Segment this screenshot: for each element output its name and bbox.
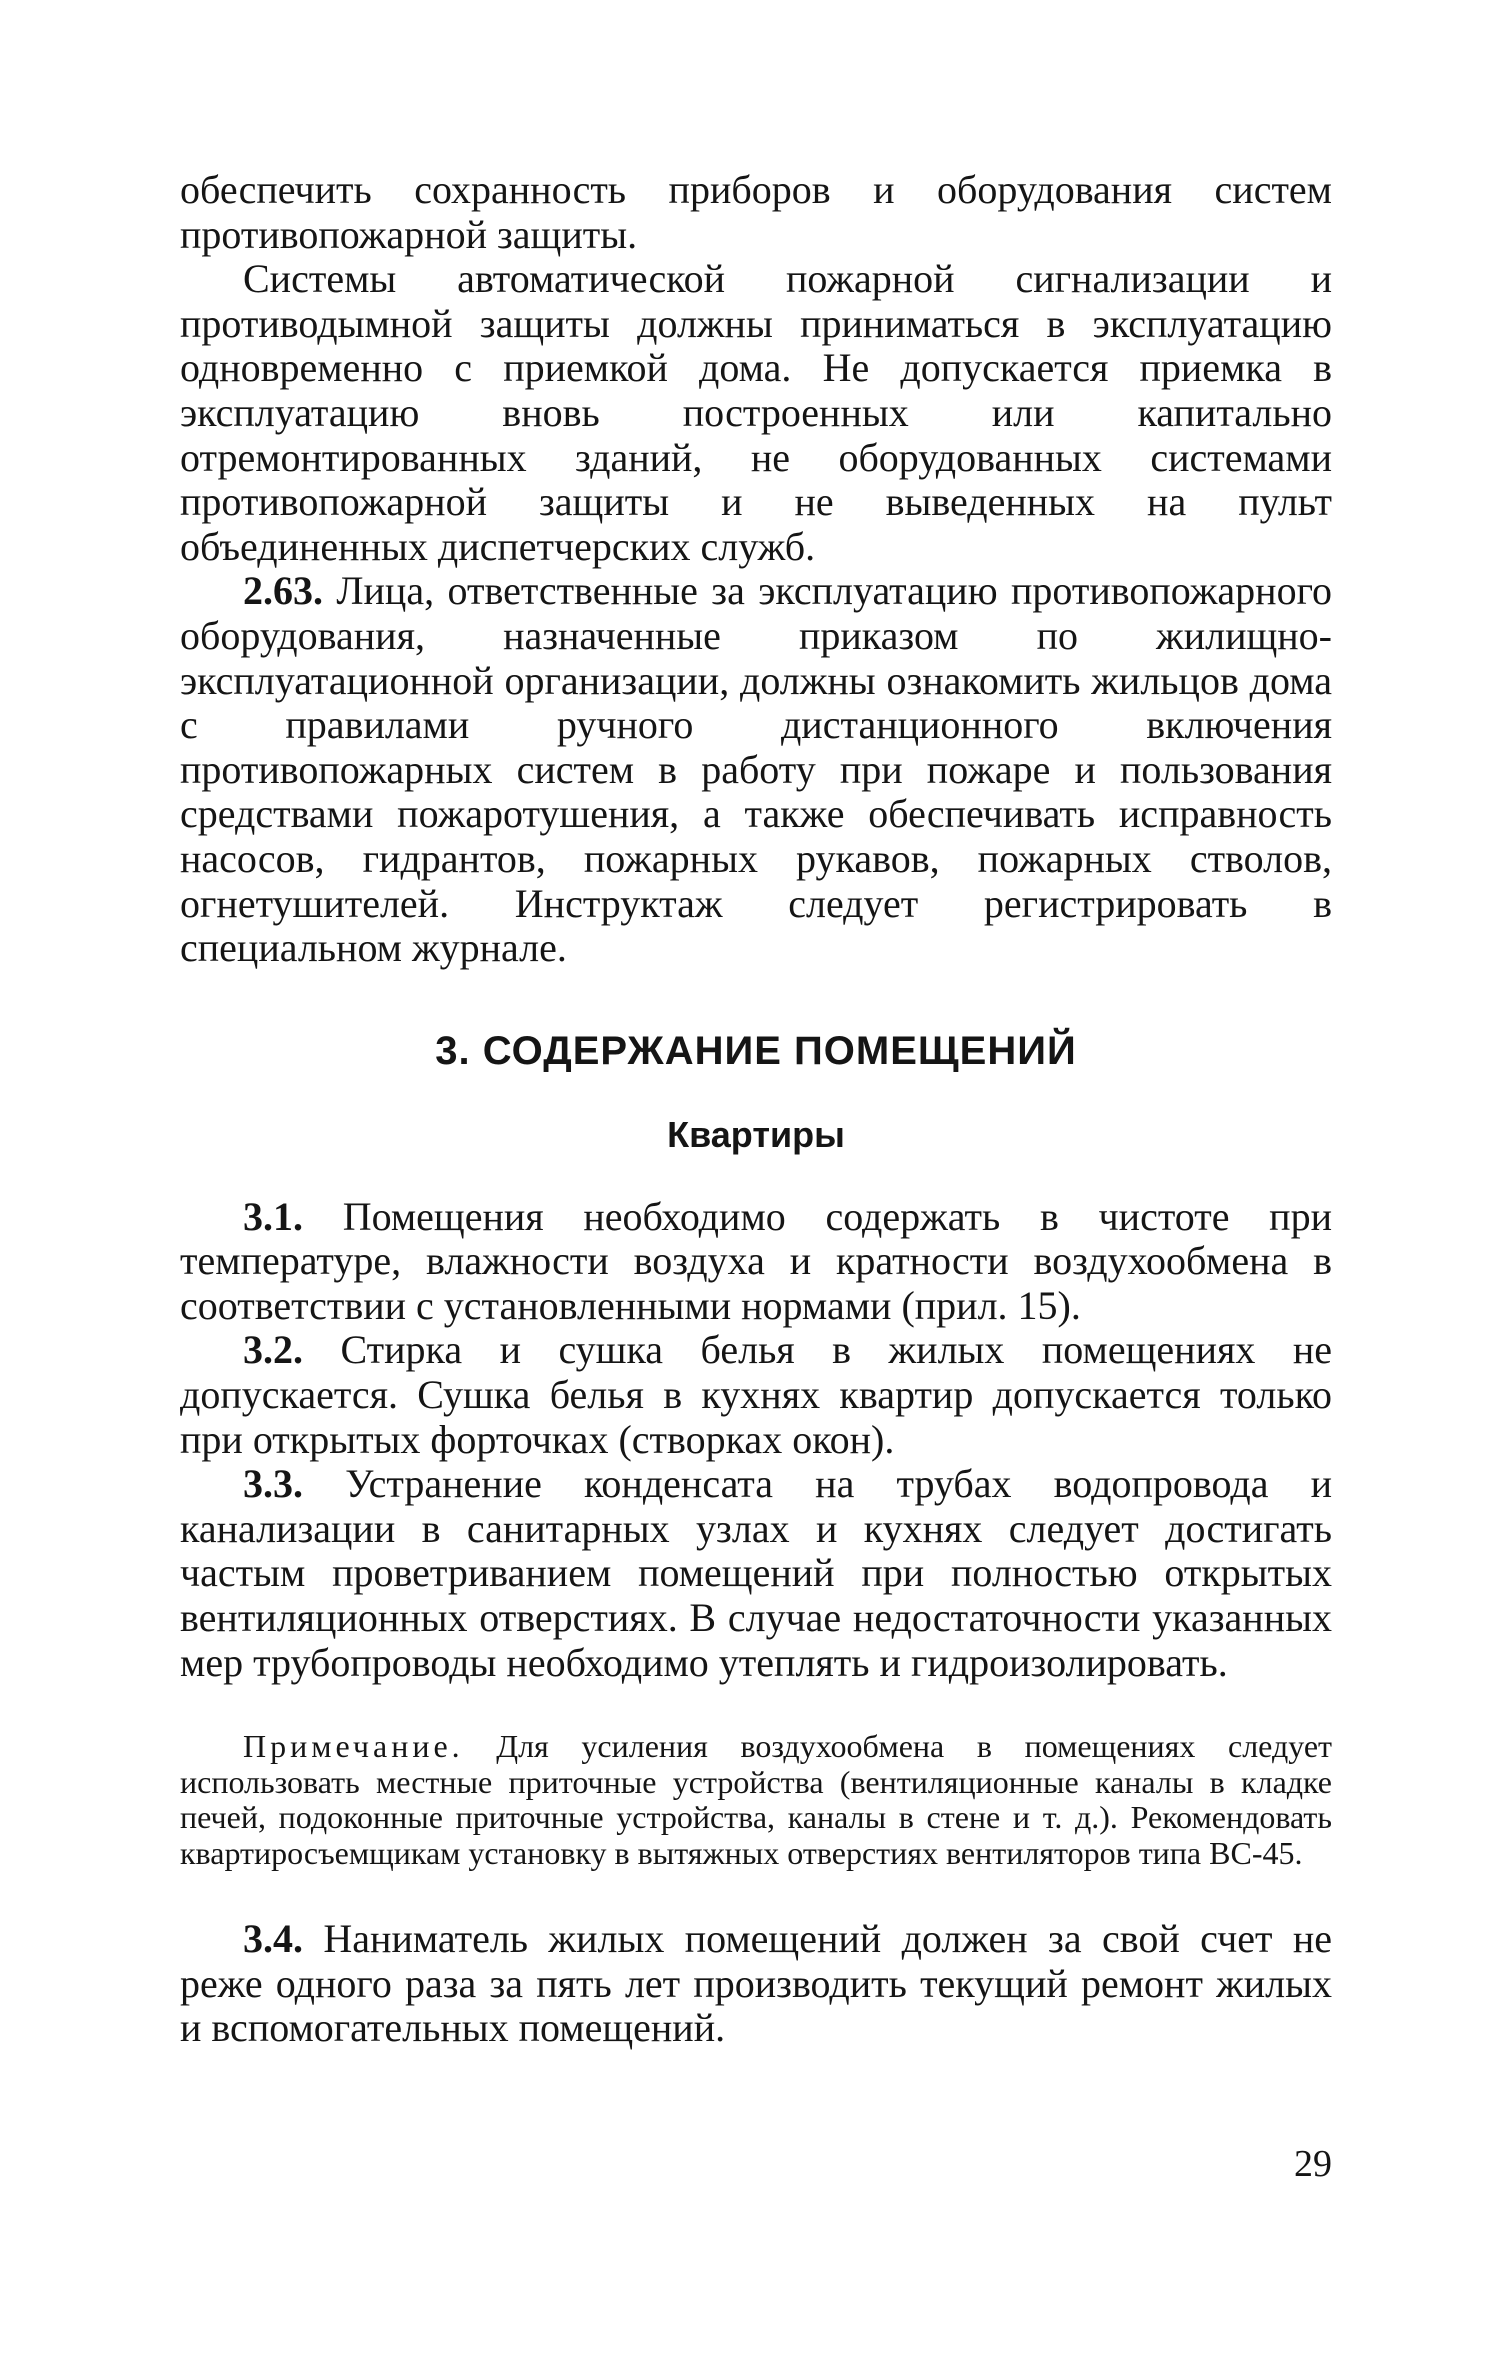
clause-number: 2.63. xyxy=(243,568,323,614)
section-title: 3. СОДЕРЖАНИЕ ПОМЕЩЕНИЙ xyxy=(435,1028,1077,1073)
note-text: Для усиления воздухообмена в помещениях следует использовать местные приточные устройства (вентиляционные каналы в кладке печей, подоконные приточные устройства, каналы в стене и т. д.). Рекомендовать квартиросъемщикам установку в вытяжных отверстиях вентиляторов типа ВС-45. xyxy=(180,1728,1332,1871)
clause-number: 3.1. xyxy=(243,1193,303,1239)
clause-text: Наниматель жилых помещений должен за свой счет не реже одного раза за пять лет производить текущий ремонт жилых и вспомогательных помещений. xyxy=(180,1916,1332,2051)
clause-number: 3.2. xyxy=(243,1327,303,1373)
clause-number: 3.4. xyxy=(243,1916,303,1962)
clause-number: 3.3. xyxy=(243,1461,303,1507)
clause-text: Помещения необходимо содержать в чистоте при температуре, влажности воздуха и кратности воздухообмена в соответствии с установленными нормами (прил. 15). xyxy=(180,1193,1332,1328)
clause-text: Лица, ответственные за эксплуатацию противопожарного оборудования, назначенные приказом по жилищно-эксплуатационной организации, должны ознакомить жильцов дома с правилами ручного дистанционного включения противопожарных систем в работу при пожаре и пользования средствами пожаротушения, а также обеспечивать исправность насосов, гидрантов, пожарных рукавов, пожарных стволов, огнетушителей. Инструктаж следует регистрировать в специальном журнале. xyxy=(180,568,1332,971)
paragraph-3-3 xyxy=(180,1462,1332,1685)
document-page xyxy=(180,168,1332,2051)
paragraph-3-1 xyxy=(180,1195,1332,1329)
note-paragraph xyxy=(180,1729,1332,1871)
page-number: 29 xyxy=(1294,2143,1332,2185)
paragraph-2-63 xyxy=(180,569,1332,970)
paragraph-fire-alarm-systems: Системы автоматической пожарной сигнализации и противодымной защиты должны приниматься в эксплуатацию одновременно с приемкой дома. Не допускается приемка в эксплуатацию вновь построенных или капитально отремонтированных зданий, не оборудованных системами противопожарной защиты и не выведенных на пульт объединенных диспетчерских служб. xyxy=(180,256,1332,569)
paragraph-continuation: обеспечить сохранность приборов и оборудования систем противопожарной защиты. xyxy=(180,167,1332,257)
paragraph-3-4 xyxy=(180,1917,1332,2051)
clause-text: Стирка и сушка белья в жилых помещениях не допускается. Сушка белья в кухнях квартир допускается только при открытых форточках (створках окон). xyxy=(180,1327,1332,1462)
paragraph-3-2 xyxy=(180,1328,1332,1462)
note-label: Примечание. xyxy=(243,1728,464,1765)
clause-text: Устранение конденсата на трубах водопровода и канализации в санитарных узлах и кухнях следует достигать частым проветриванием помещений при полностью открытых вентиляционных отверстиях. В случае недостаточности указанных мер трубопроводы необходимо утеплять и гидроизолировать. xyxy=(180,1461,1332,1685)
subsection-title: Квартиры xyxy=(667,1113,845,1155)
